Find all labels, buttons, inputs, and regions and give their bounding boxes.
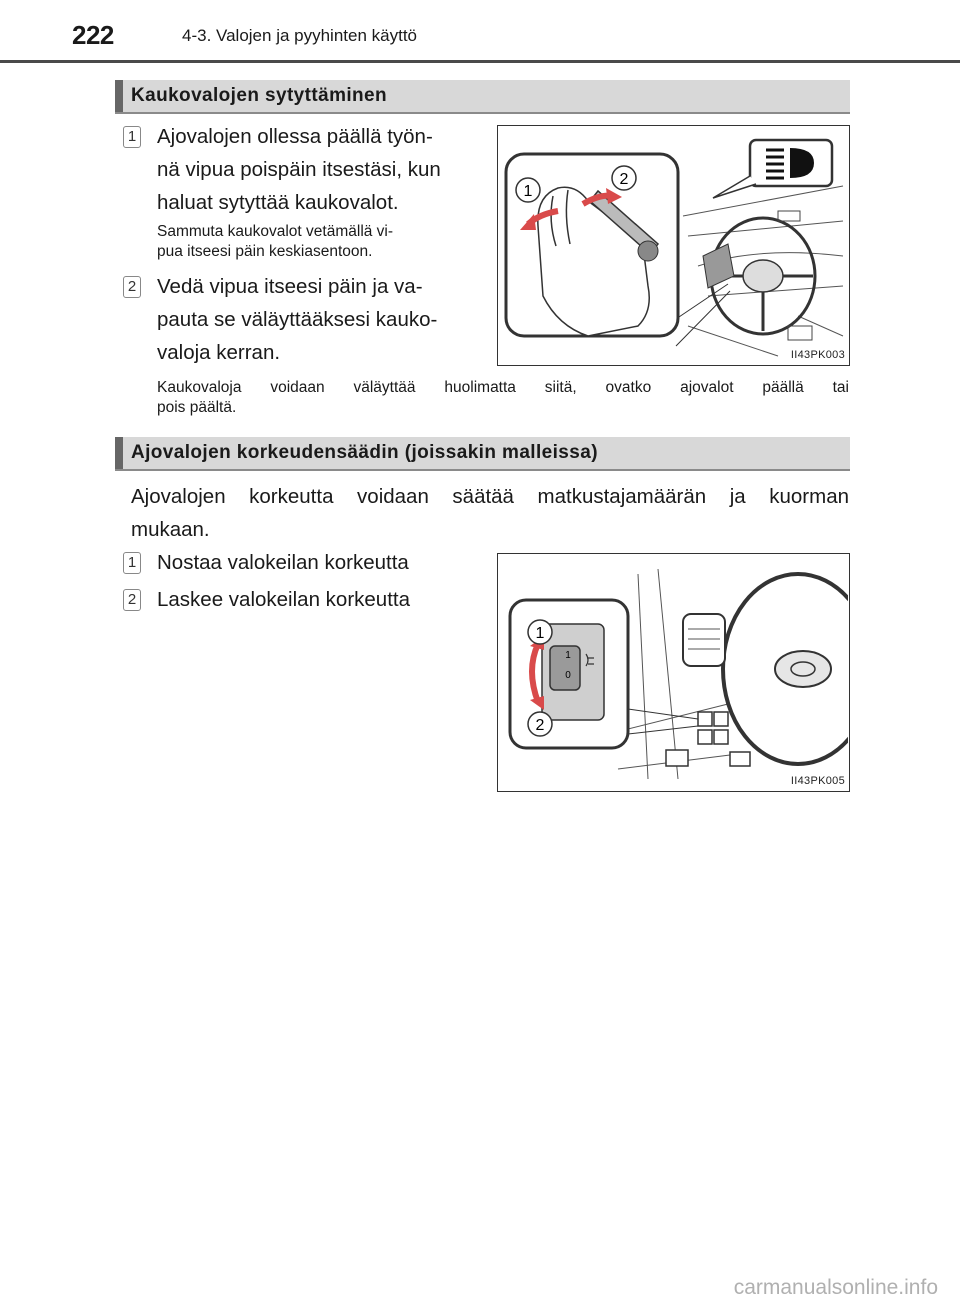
item-raise-text: Nostaa valokeilan korkeutta bbox=[157, 551, 409, 574]
intro-line: mukaan. bbox=[131, 518, 210, 541]
header-rule bbox=[0, 60, 960, 63]
step-2-line: Vedä vipua itseesi päin ja va- bbox=[157, 275, 423, 298]
figure-code: II43PK005 bbox=[790, 775, 845, 787]
figure-high-beam-lever bbox=[497, 125, 850, 366]
callout-connector bbox=[628, 709, 698, 734]
running-head: 4-3. Valojen ja pyyhinten käyttö bbox=[182, 26, 417, 45]
callout-number: 1 bbox=[535, 625, 545, 642]
vent bbox=[788, 326, 812, 340]
watermark-link[interactable]: carmanualsonline.info bbox=[733, 1276, 938, 1299]
step-number-badge: 2 bbox=[123, 276, 141, 298]
step-2-text bbox=[157, 270, 477, 369]
step-1-note-line: Sammuta kaukovalot vetämällä vi- bbox=[157, 223, 394, 240]
section-title: Kaukovalojen sytyttäminen bbox=[131, 85, 388, 106]
dial-label: 0 bbox=[565, 670, 571, 681]
lever-highlight bbox=[703, 244, 734, 288]
step-1-line: haluat sytyttää kaukovalot. bbox=[157, 191, 399, 214]
section-accent bbox=[115, 437, 123, 469]
air-vent bbox=[683, 614, 725, 666]
section-heading-high-beam bbox=[115, 80, 850, 114]
item-number-badge: 1 bbox=[123, 552, 141, 574]
flash-note-line: pois päältä. bbox=[157, 399, 237, 416]
step-1-note-line: pua itseesi päin keskiasentoon. bbox=[157, 243, 373, 260]
callout-number: 2 bbox=[619, 171, 629, 188]
section-accent bbox=[115, 80, 123, 112]
flash-note-line: Kaukovaloja voidaan väläyttää huolimatta siitä, ovatko ajovalot päällä tai bbox=[157, 379, 849, 396]
step-2-line: pauta se väläyttääksesi kauko- bbox=[157, 308, 438, 331]
high-beam-icon bbox=[713, 140, 832, 198]
callout-number: 2 bbox=[535, 717, 545, 734]
step-2-line: valoja kerran. bbox=[157, 341, 281, 364]
figure-headlight-leveling bbox=[497, 553, 850, 792]
step-number-badge: 1 bbox=[123, 126, 141, 148]
steering-wheel bbox=[723, 574, 848, 764]
callout-number: 1 bbox=[523, 183, 533, 200]
leveling-intro bbox=[131, 480, 849, 546]
flash-note bbox=[157, 378, 849, 418]
page-number: 222 bbox=[72, 20, 114, 50]
intro-line: Ajovalojen korkeutta voidaan säätää matkustajamäärän ja kuorman bbox=[131, 485, 849, 508]
dial-label: 1 bbox=[565, 650, 571, 661]
item-lower-text: Laskee valokeilan korkeutta bbox=[157, 588, 410, 611]
vent bbox=[778, 211, 800, 221]
item-number-badge: 2 bbox=[123, 589, 141, 611]
lever-illustration bbox=[498, 126, 848, 364]
step-1-text bbox=[157, 120, 477, 219]
section-heading-leveling bbox=[115, 437, 850, 471]
leveling-illustration bbox=[498, 554, 848, 790]
step-1-note bbox=[157, 222, 477, 262]
step-1-line: Ajovalojen ollessa päällä työn- bbox=[157, 125, 433, 148]
section-title: Ajovalojen korkeudensäädin (joissakin malleissa) bbox=[131, 442, 598, 463]
figure-code: II43PK003 bbox=[790, 349, 845, 361]
step-1-line: nä vipua poispäin itsestäsi, kun bbox=[157, 158, 441, 181]
